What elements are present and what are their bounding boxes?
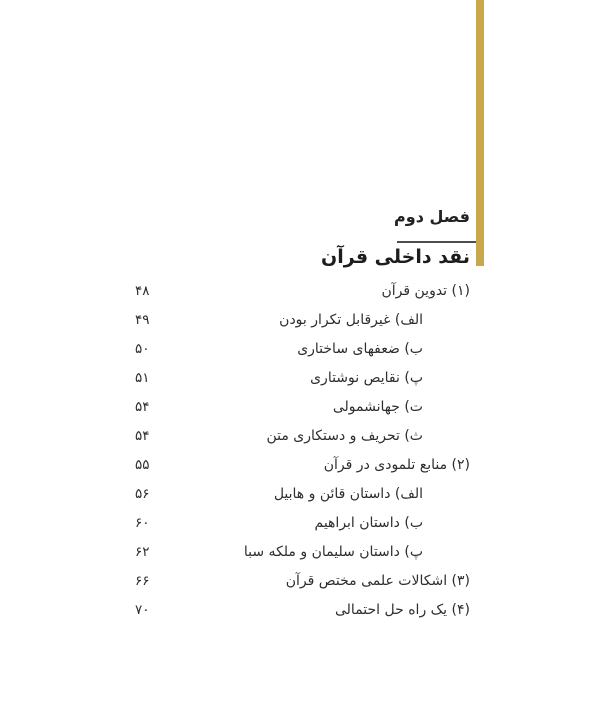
toc-page-number: ۵۴ [135, 398, 150, 415]
toc-item-title: ت) جهانشمولی [332, 398, 423, 415]
toc-row [135, 305, 470, 334]
toc-item-title: (۴) یک راه حل احتمالی [335, 601, 470, 618]
toc-page-number: ۶۶ [135, 572, 150, 589]
toc-row [135, 363, 470, 392]
toc-row [135, 450, 470, 479]
toc-item-title: الف) داستان قائن و هابیل [273, 485, 423, 502]
toc-row [135, 276, 470, 305]
toc-item-title: ث) تحریف و دستکاری متن [266, 427, 423, 444]
toc-item-title: (۱) تدوین قرآن [381, 282, 470, 299]
toc-row [135, 392, 470, 421]
toc-item-title: الف) غیرقابل تکرار بودن [279, 311, 423, 328]
toc-row [135, 595, 470, 624]
chapter-label: فصل دوم [394, 207, 470, 226]
toc-page-number: ۴۸ [135, 282, 150, 299]
toc-page-number: ۵۶ [135, 485, 150, 502]
toc-row [135, 334, 470, 363]
toc-page-number: ۵۵ [135, 456, 150, 473]
toc-row [135, 479, 470, 508]
toc-page-number: ۵۰ [135, 340, 150, 357]
toc-item-title: پ) نقایص نوشتاری [310, 369, 423, 386]
toc-row [135, 421, 470, 450]
section-title: نقد داخلی قرآن [321, 246, 470, 268]
toc-page-number: ۴۹ [135, 311, 150, 328]
toc-item-title: ب) داستان ابراهیم [314, 514, 423, 531]
chapter-accent-bar [476, 0, 484, 266]
toc-item-title: (۲) منابع تلمودی در قرآن [323, 456, 470, 473]
toc-item-title: ب) ضعفهای ساختاری [297, 340, 423, 357]
toc-row [135, 537, 470, 566]
toc-item-title: پ) داستان سلیمان و ملکه سبا [243, 543, 423, 560]
toc-item-title: (۳) اشکالات علمی مختص قرآن [285, 572, 470, 589]
toc-row [135, 566, 470, 595]
toc-page-number: ۶۲ [135, 543, 150, 560]
heading-divider [397, 241, 476, 243]
toc-page-number: ۷۰ [135, 601, 150, 618]
toc-list [135, 276, 470, 624]
toc-page-number: ۵۱ [135, 369, 150, 386]
toc-page-number: ۶۰ [135, 514, 150, 531]
toc-row [135, 508, 470, 537]
toc-page-number: ۵۴ [135, 427, 150, 444]
